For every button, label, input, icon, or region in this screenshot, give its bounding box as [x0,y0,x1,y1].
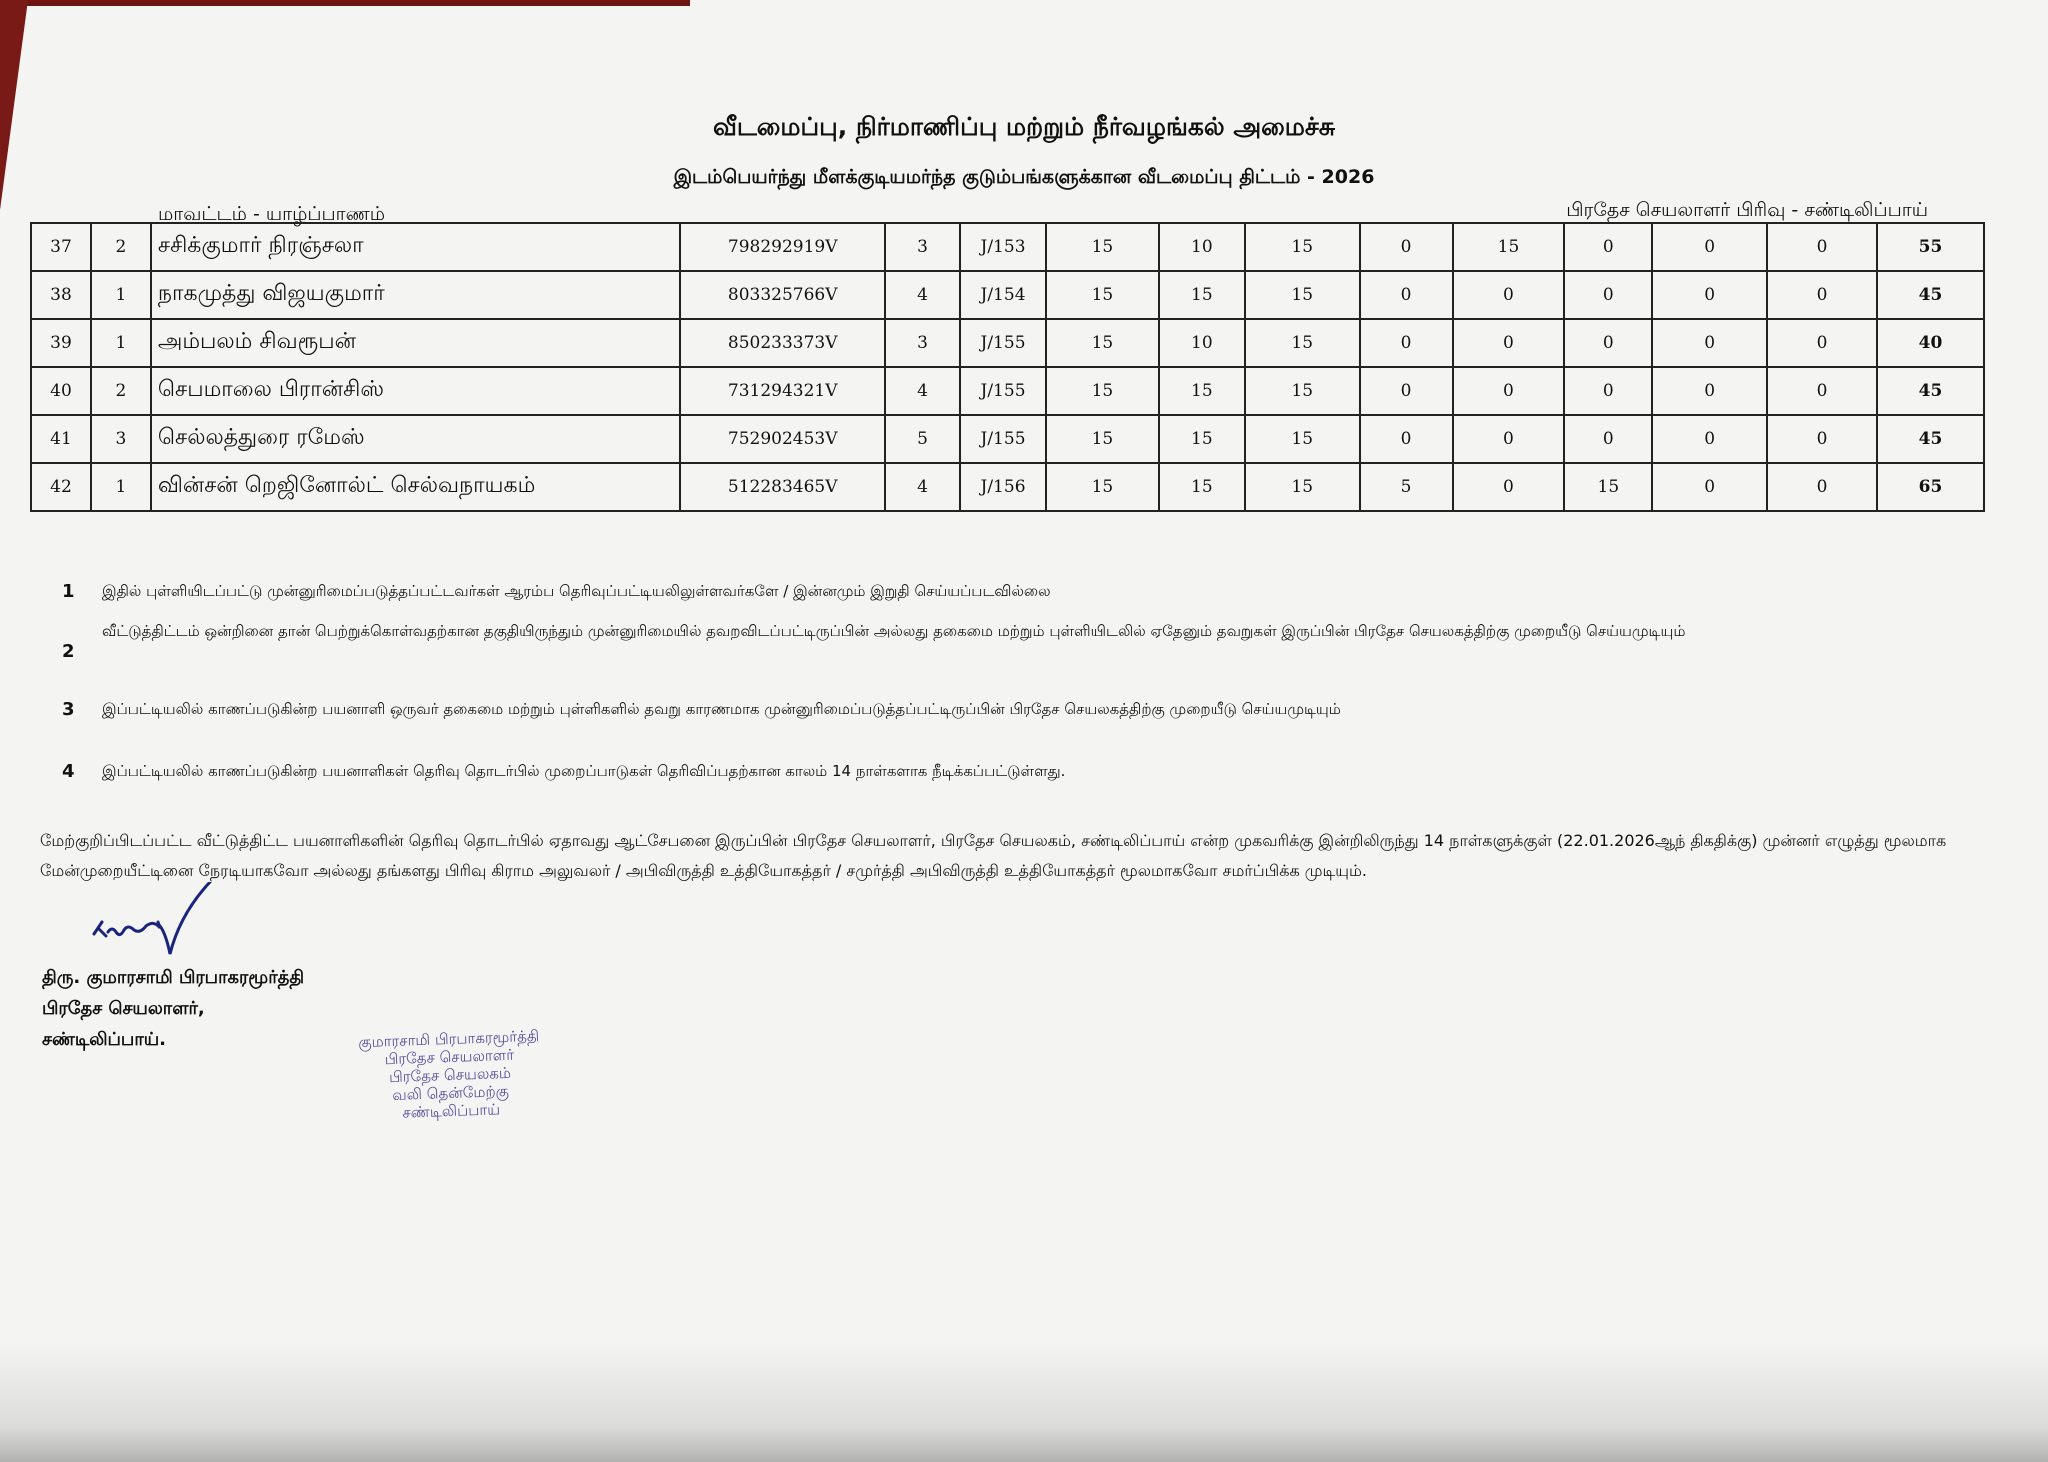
nic-cell: 850233373V [680,319,885,367]
score-cell: 0 [1767,271,1877,319]
gn-division-cell: J/154 [960,271,1046,319]
note-text: இப்பட்டியலில் காணப்படுகின்ற பயனாளி ஒருவர் தகைமை மற்றும் புள்ளிகளில் தவறு காரணமாக முன்னுரிமைப்படுத்தப்பட்டிருப்பின் பிரதேச செயலகத்திற்கு முறையீடு செய்யமுடியும் [102,700,1341,718]
score-cell: 0 [1453,463,1565,511]
objection-paragraph: மேற்குறிப்பிடப்பட்ட வீட்டுத்திட்ட பயனாளிகளின் தெரிவு தொடர்பில் ஏதாவது ஆட்சேபனை இருப்பின் பிரதேச செயலாளர், பிரதேச செயலகம், சண்டிலிப்பாய் என்ற முகவரிக்கு இன்றிலிருந்து 14 நாள்களுக்குள் (22.01.2026ஆந் திகதிக்கு) முன்னர் எழுத்து மூலமாக மேன்முறையீட்டினை நேரடியாகவோ அல்லது தங்களது பிரிவு கிராம அலுவலர் / அபிவிருத்தி உத்தியோகத்தர் / சமுர்த்தி அபிவிருத்தி உத்தியோகத்தர் மூலமாகவோ சமர்ப்பிக்க முடியும். [40,831,1947,880]
score-cell: 0 [1453,271,1565,319]
score-cell: 0 [1767,319,1877,367]
beneficiary-table [30,222,1985,512]
score-cell: 0 [1564,223,1652,271]
score-cell: 0 [1767,415,1877,463]
score-cell: 15 [1245,367,1360,415]
score-cell: 0 [1652,271,1767,319]
total-cell: 45 [1877,271,1984,319]
note-number: 3 [62,699,75,720]
score-cell: 0 [1564,319,1652,367]
nic-cell: 798292919V [680,223,885,271]
nic-cell: 803325766V [680,271,885,319]
table-row [31,463,1984,511]
score-cell: 0 [1453,415,1565,463]
stamp-line: வலி தென்மேற்கு [392,1081,510,1105]
family-size-cell: 2 [91,367,151,415]
score-cell: 0 [1360,223,1453,271]
score-cell: 0 [1453,367,1565,415]
note-text: இப்பட்டியலில் காணப்படுகின்ற பயனாளிகள் தெரிவு தொடர்பில் முறைப்பாடுகள் தெரிவிப்பதற்கான காலம் 14 நாள்களாக நீடிக்கப்பட்டுள்ளது. [102,762,1066,780]
score-cell: 15 [1046,415,1159,463]
members-cell: 5 [885,415,960,463]
score-cell: 0 [1360,271,1453,319]
stamp-line: குமாரசாமி பிரபாகரமூர்த்தி [358,1026,540,1052]
name-cell: சசிக்குமார் நிரஞ்சலா [151,223,680,271]
name-cell: அம்பலம் சிவரூபன் [151,319,680,367]
table-row [31,367,1984,415]
score-cell: 15 [1245,463,1360,511]
score-cell: 0 [1453,319,1565,367]
score-cell: 0 [1652,463,1767,511]
members-cell: 3 [885,223,960,271]
score-cell: 15 [1245,319,1360,367]
family-size-cell: 1 [91,463,151,511]
note-text: வீட்டுத்திட்டம் ஒன்றினை தான் பெற்றுக்கொள்வதற்கான தகுதியிருந்தும் முன்னுரிமையில் தவறவிடப்பட்டிருப்பின் அல்லது தகைமை மற்றும் புள்ளியிடலில் ஏதேனும் தவறுகள் இருப்பின் பிரதேச செயலகத்திற்கு முறையீடு செய்யமுடியும் [102,622,1686,640]
signature-block [42,962,304,1055]
score-cell: 0 [1767,367,1877,415]
score-cell: 10 [1159,223,1245,271]
district-label: மாவட்டம் - யாழ்ப்பாணம் [158,203,386,225]
score-cell: 15 [1046,367,1159,415]
score-cell: 0 [1360,367,1453,415]
family-size-cell: 1 [91,319,151,367]
score-cell: 0 [1652,223,1767,271]
scan-shadow-bottom [0,1342,2048,1462]
score-cell: 0 [1564,415,1652,463]
score-cell: 15 [1564,463,1652,511]
serial-cell: 38 [31,271,91,319]
nic-cell: 512283465V [680,463,885,511]
serial-cell: 37 [31,223,91,271]
table-row [31,223,1984,271]
score-cell: 15 [1453,223,1565,271]
serial-cell: 41 [31,415,91,463]
score-cell: 15 [1159,463,1245,511]
score-cell: 0 [1360,415,1453,463]
score-cell: 15 [1159,367,1245,415]
total-cell: 40 [1877,319,1984,367]
note-number: 2 [62,641,75,662]
name-cell: நாகமுத்து விஜயகுமார் [151,271,680,319]
stamp-line: சண்டிலிப்பாய் [402,1100,501,1122]
scheme-title: இடம்பெயர்ந்து மீளக்குடியமர்ந்த குடும்பங்களுக்கான வீடமைப்பு திட்டம் - 2026 [673,166,1375,188]
note-number: 1 [62,581,75,602]
serial-cell: 40 [31,367,91,415]
note-number: 4 [62,761,75,782]
official-stamp [329,1026,572,1124]
nic-cell: 752902453V [680,415,885,463]
serial-cell: 42 [31,463,91,511]
stamp-line: பிரதேச செயலாளர் [384,1045,515,1069]
score-cell: 0 [1767,463,1877,511]
score-cell: 0 [1360,319,1453,367]
score-cell: 0 [1652,367,1767,415]
score-cell: 0 [1564,367,1652,415]
score-cell: 15 [1245,271,1360,319]
score-cell: 0 [1652,319,1767,367]
signatory-title: பிரதேச செயலாளர், [42,998,205,1019]
total-cell: 45 [1877,415,1984,463]
table-row [31,319,1984,367]
signature-mark [88,882,248,962]
total-cell: 65 [1877,463,1984,511]
score-cell: 15 [1245,223,1360,271]
gn-division-cell: J/156 [960,463,1046,511]
members-cell: 4 [885,463,960,511]
score-cell: 0 [1767,223,1877,271]
name-cell: செபமாலை பிரான்சிஸ் [151,367,680,415]
score-cell: 15 [1046,319,1159,367]
ministry-title: வீடமைப்பு, நிர்மாணிப்பு மற்றும் நீர்வழங்கல் அமைச்சு [712,112,1336,141]
nic-cell: 731294321V [680,367,885,415]
note-text: இதில் புள்ளியிடப்பட்டு முன்னுரிமைப்படுத்தப்பட்டவர்கள் ஆரம்ப தெரிவுப்பட்டியலிலுள்ளவர்களே / இன்னமும் இறுதி செய்யப்படவில்லை [102,582,1051,600]
members-cell: 4 [885,367,960,415]
signatory-place: சண்டிலிப்பாய். [42,1029,166,1050]
score-cell: 10 [1159,319,1245,367]
score-cell: 15 [1046,223,1159,271]
scan-edge-top [0,0,690,6]
name-cell: வின்சன் றெஜினோல்ட் செல்வநாயகம் [151,463,680,511]
gn-division-cell: J/155 [960,415,1046,463]
signatory-name: திரு. குமாரசாமி பிரபாகரமூர்த்தி [42,967,305,988]
serial-cell: 39 [31,319,91,367]
score-cell: 0 [1564,271,1652,319]
family-size-cell: 3 [91,415,151,463]
total-cell: 45 [1877,367,1984,415]
family-size-cell: 2 [91,223,151,271]
total-cell: 55 [1877,223,1984,271]
score-cell: 0 [1652,415,1767,463]
gn-division-cell: J/153 [960,223,1046,271]
name-cell: செல்லத்துரை ரமேஸ் [151,415,680,463]
score-cell: 15 [1159,415,1245,463]
score-cell: 15 [1046,463,1159,511]
score-cell: 15 [1159,271,1245,319]
members-cell: 3 [885,319,960,367]
division-label: பிரதேச செயலாளர் பிரிவு - சண்டிலிப்பாய் [1566,199,1928,221]
score-cell: 15 [1245,415,1360,463]
table-row [31,415,1984,463]
table-row [31,271,1984,319]
family-size-cell: 1 [91,271,151,319]
score-cell: 15 [1046,271,1159,319]
score-cell: 5 [1360,463,1453,511]
stamp-line: பிரதேச செயலகம் [388,1063,512,1087]
gn-division-cell: J/155 [960,319,1046,367]
gn-division-cell: J/155 [960,367,1046,415]
members-cell: 4 [885,271,960,319]
